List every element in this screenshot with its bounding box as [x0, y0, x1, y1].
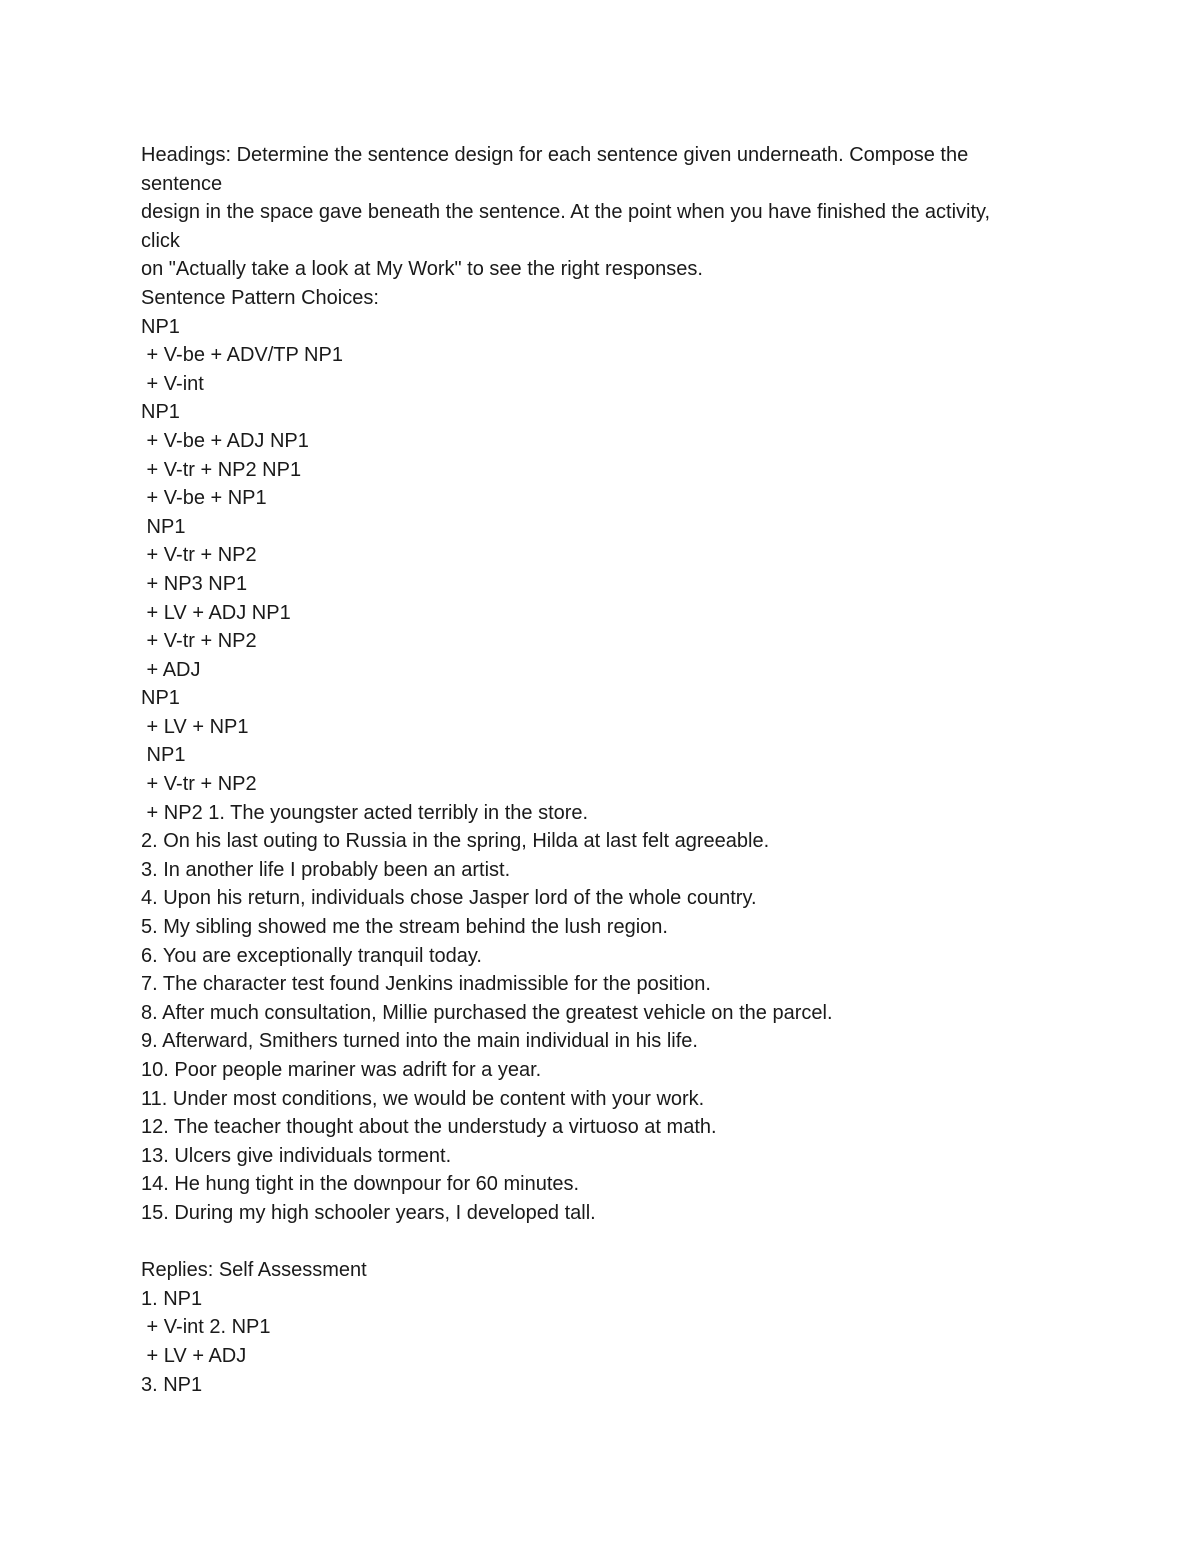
text-line: + V-be + NP1: [141, 487, 267, 510]
text-line: 2. On his last outing to Russia in the spring, Hilda at last felt agreeable.: [141, 830, 770, 853]
text-line: + V-int 2. NP1: [141, 1316, 271, 1339]
text-line: 6. You are exceptionally tranquil today.: [141, 944, 482, 967]
text-line: + LV + ADJ: [141, 1344, 247, 1367]
text-line: + LV + ADJ NP1: [141, 601, 291, 624]
text-line: 8. After much consultation, Millie purchased the greatest vehicle on the parcel.: [141, 1001, 833, 1024]
text-line: 3. NP1: [141, 1373, 203, 1396]
text-line: 15. During my high schooler years, I developed tall.: [141, 1201, 596, 1224]
text-line: + V-int: [141, 372, 204, 395]
text-line: NP1: [141, 687, 180, 710]
document-text: [141, 141, 1101, 1399]
text-line: design in the space gave beneath the sentence. At the point when you have finished the activity,: [141, 201, 991, 224]
text-line: 11. Under most conditions, we would be content with your work.: [141, 1087, 705, 1110]
text-line: + NP3 NP1: [141, 572, 248, 595]
text-line: 1. NP1: [141, 1287, 203, 1310]
text-line: + ADJ: [141, 658, 201, 681]
text-line: + V-tr + NP2: [141, 773, 257, 796]
text-line: 4. Upon his return, individuals chose Jasper lord of the whole country.: [141, 887, 757, 910]
text-line: Replies: Self Assessment: [141, 1259, 367, 1282]
text-line: 14. He hung tight in the downpour for 60 minutes.: [141, 1173, 580, 1196]
text-line: + V-be + ADJ NP1: [141, 429, 309, 452]
text-line: + V-tr + NP2 NP1: [141, 458, 302, 481]
text-line: + V-be + ADV/TP NP1: [141, 344, 343, 367]
text-line: NP1: [141, 744, 186, 767]
text-line: 12. The teacher thought about the understudy a virtuoso at math.: [141, 1116, 717, 1139]
text-line: sentence: [141, 172, 223, 195]
text-line: Sentence Pattern Choices:: [141, 286, 379, 309]
text-line: + NP2 1. The youngster acted terribly in the store.: [141, 801, 589, 824]
text-line: 9. Afterward, Smithers turned into the main individual in his life.: [141, 1030, 698, 1053]
text-line: + V-tr + NP2: [141, 544, 257, 567]
text-line: 7. The character test found Jenkins inadmissible for the position.: [141, 973, 711, 996]
text-line: 3. In another life I probably been an artist.: [141, 858, 511, 881]
text-line: click: [141, 229, 180, 252]
text-line: 13. Ulcers give individuals torment.: [141, 1144, 452, 1167]
text-line: 5. My sibling showed me the stream behind the lush region.: [141, 916, 668, 939]
blank-line: [141, 1228, 1101, 1257]
text-line: NP1: [141, 315, 180, 338]
text-line: NP1: [141, 401, 180, 424]
text-line: 10. Poor people mariner was adrift for a year.: [141, 1059, 542, 1081]
text-line: + LV + NP1: [141, 715, 249, 738]
text-line: Headings: Determine the sentence design for each sentence given underneath. Compose the: [141, 144, 969, 166]
text-line: + V-tr + NP2: [141, 630, 257, 653]
text-line: NP1: [141, 515, 186, 538]
text-line: on "Actually take a look at My Work" to see the right responses.: [141, 258, 703, 281]
